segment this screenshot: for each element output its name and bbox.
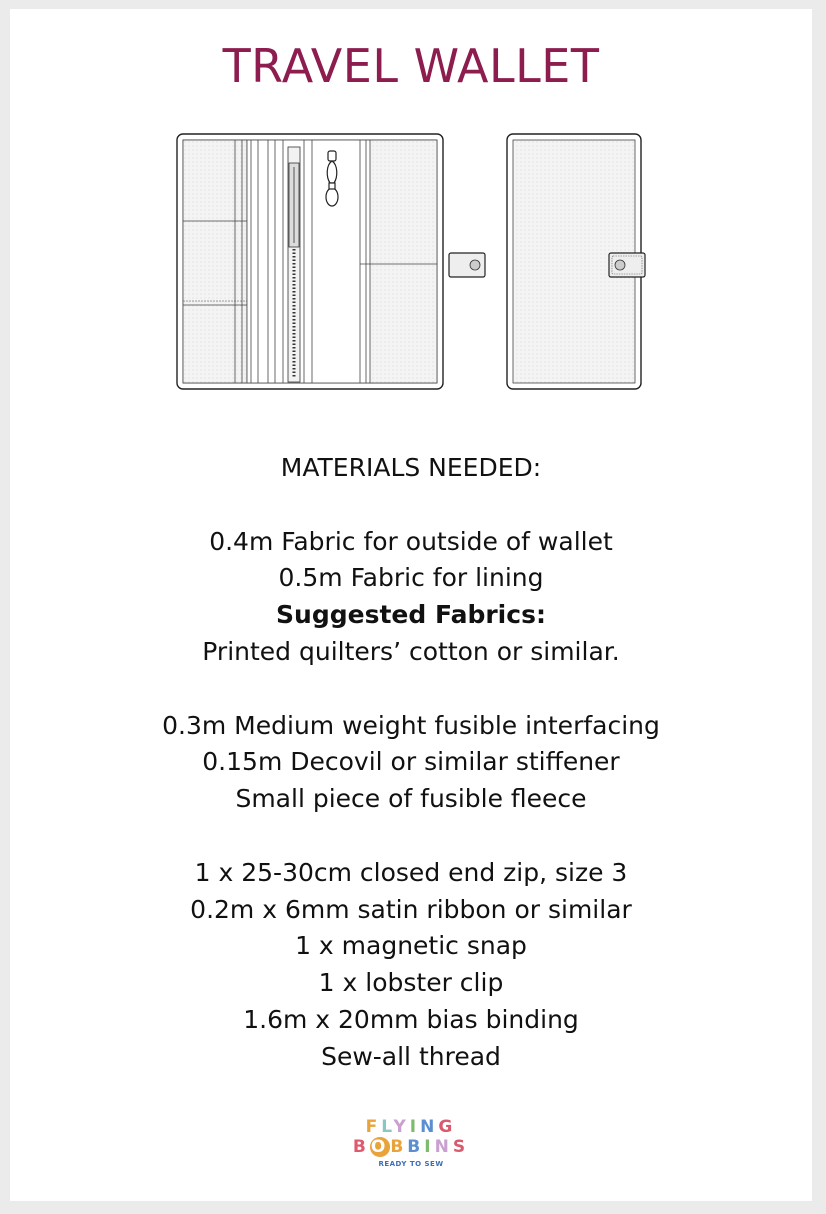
logo-letter: Y xyxy=(393,1117,410,1137)
pattern-page xyxy=(10,9,812,1201)
logo-letter: B xyxy=(390,1137,408,1157)
materials-heading: MATERIALS NEEDED: xyxy=(280,453,542,482)
material-item: 1 x lobster clip xyxy=(318,968,504,998)
flying-bobbins-logo xyxy=(10,1117,812,1168)
logo-letter: S xyxy=(452,1137,470,1157)
material-item: Printed quilters’ cotton or similar. xyxy=(202,636,620,666)
logo-word-flying xyxy=(10,1117,812,1137)
material-item: 0.3m Medium weight fusible interfacing xyxy=(162,710,660,740)
wallet-illustration xyxy=(176,133,648,395)
logo-letter: N xyxy=(434,1137,453,1157)
logo-word-bobbins xyxy=(10,1137,812,1157)
material-item: 1 x 25-30cm closed end zip, size 3 xyxy=(194,857,628,887)
material-item: 0.4m Fabric for outside of wallet xyxy=(209,526,613,556)
logo-letter: B xyxy=(407,1137,425,1157)
logo-tagline: READY TO SEW xyxy=(378,1160,444,1168)
material-item: 0.15m Decovil or similar stiffener xyxy=(202,747,620,777)
materials-list xyxy=(10,450,812,1076)
material-item: Sew-all thread xyxy=(321,1041,501,1071)
material-item: Small piece of fusible fleece xyxy=(235,784,587,814)
logo-letter: L xyxy=(381,1117,394,1137)
closed-wallet-drawing xyxy=(507,134,645,389)
material-item: 0.2m x 6mm satin ribbon or similar xyxy=(190,894,632,924)
logo-letter: F xyxy=(365,1117,382,1137)
logo-letter: I xyxy=(424,1137,435,1157)
logo-letter: B xyxy=(352,1137,370,1157)
page-title: TRAVEL WALLET xyxy=(222,39,600,93)
suggested-fabrics-heading: Suggested Fabrics: xyxy=(276,600,546,630)
material-item: 1.6m x 20mm bias binding xyxy=(243,1004,579,1034)
logo-letter: G xyxy=(438,1117,457,1137)
logo-letter: I xyxy=(409,1117,421,1137)
logo-letter: N xyxy=(420,1117,439,1137)
open-wallet-drawing xyxy=(177,134,485,389)
material-item: 1 x magnetic snap xyxy=(295,931,527,961)
logo-letter: O xyxy=(370,1137,390,1157)
material-item: 0.5m Fabric for lining xyxy=(278,563,544,593)
